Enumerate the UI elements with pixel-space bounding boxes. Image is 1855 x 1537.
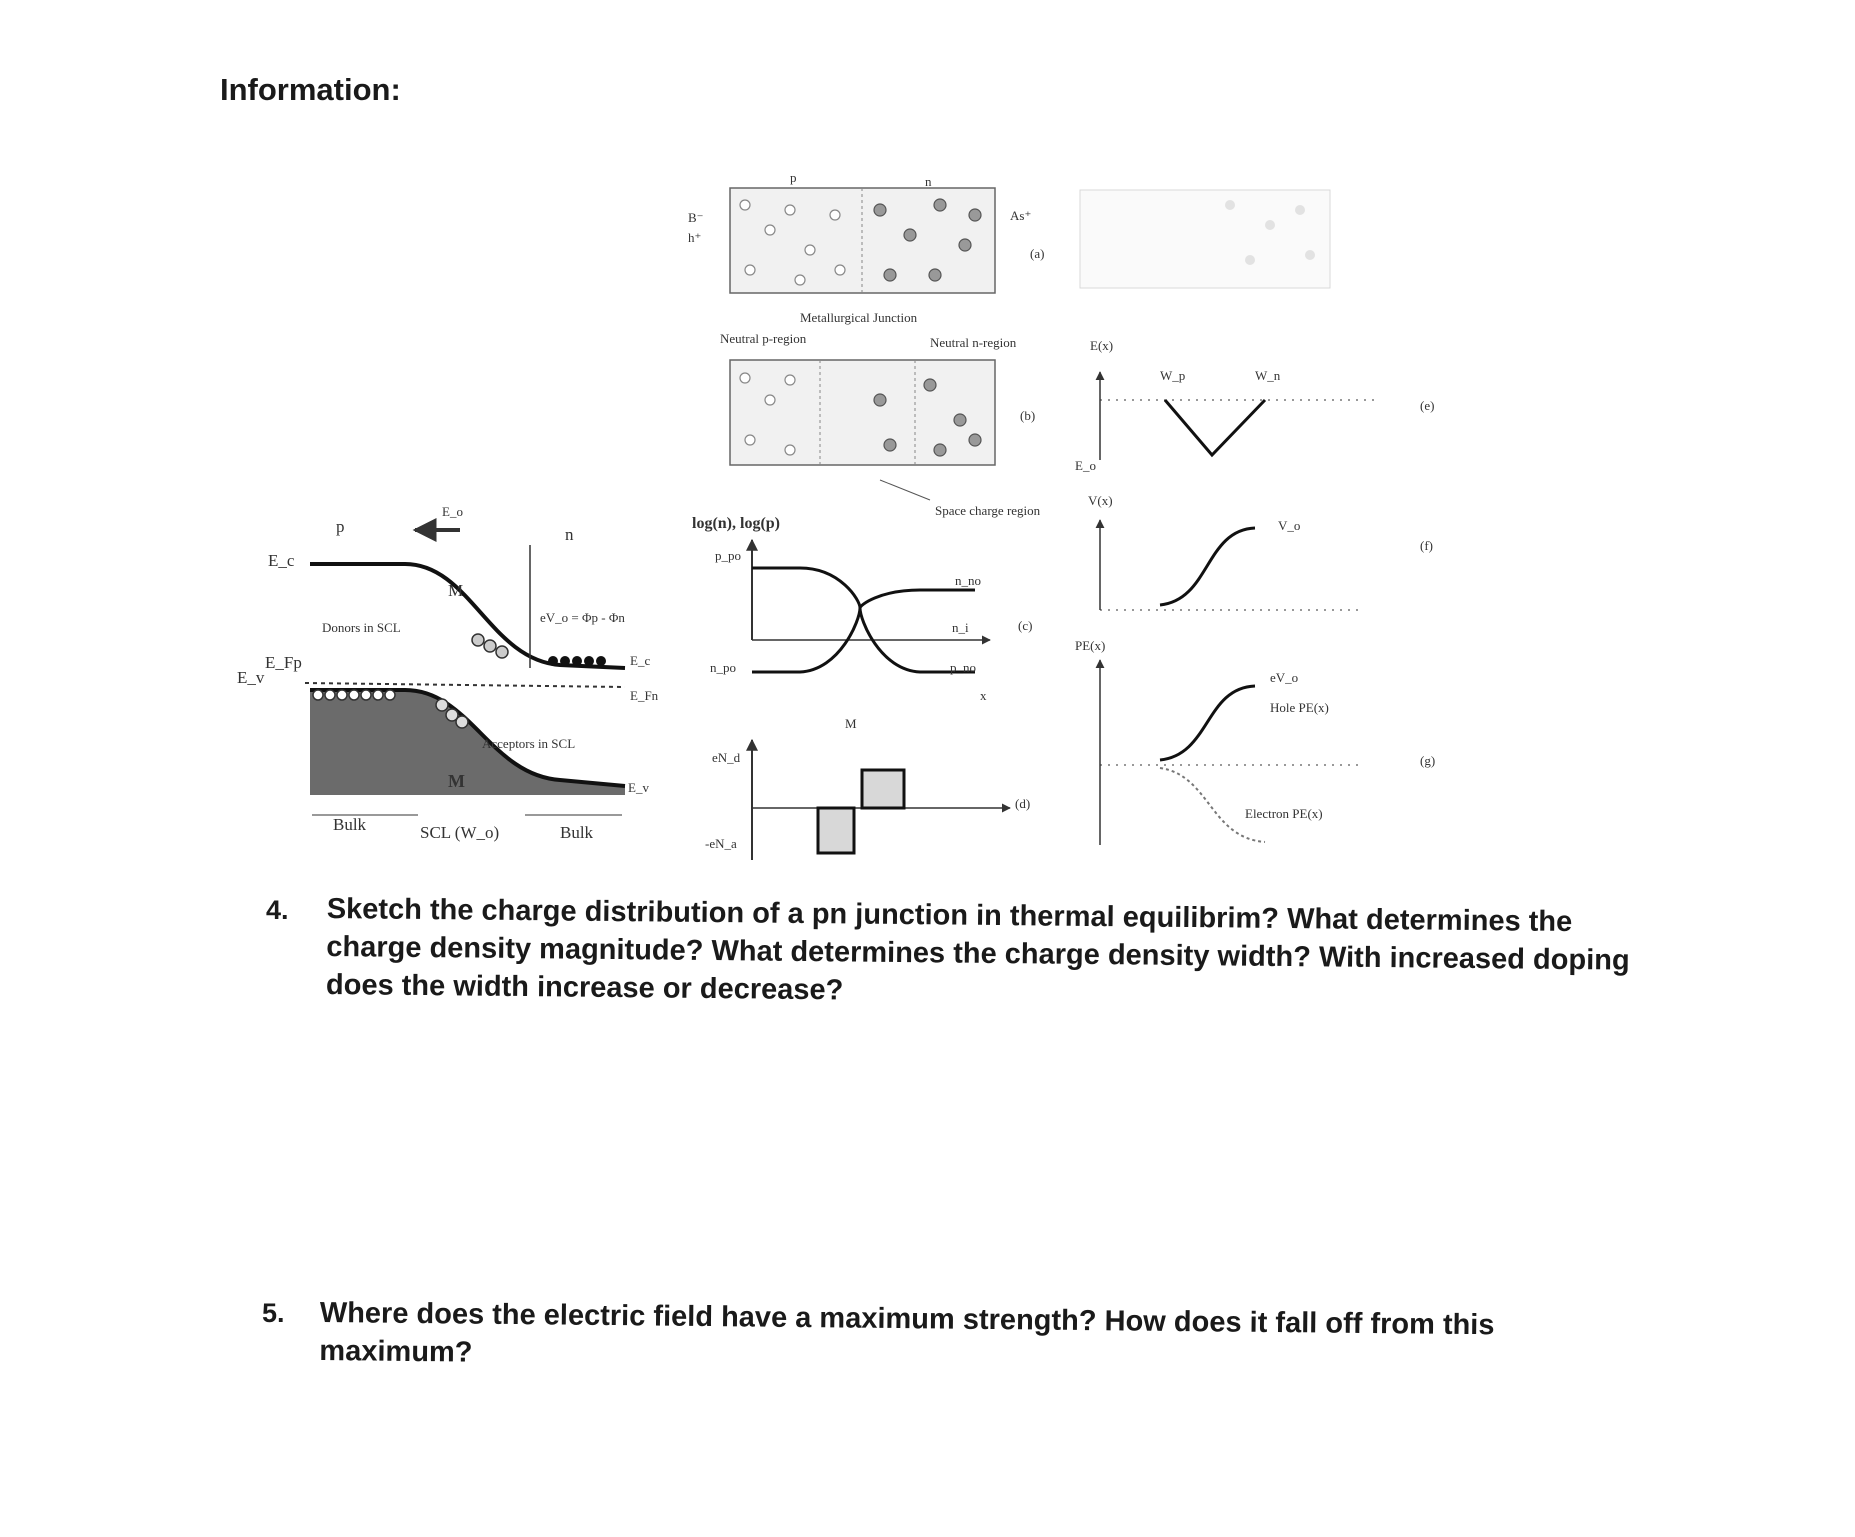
acceptors-label: Acceptors in SCL <box>482 736 576 751</box>
panel-e-tag: (e) <box>1420 398 1435 413</box>
electron-pe-curve <box>1160 768 1265 842</box>
ev-right-label: E_v <box>628 780 649 795</box>
neutral-p-label: Neutral p-region <box>720 331 807 346</box>
ev-left-label: E_v <box>237 668 265 687</box>
npo-label: n_po <box>710 660 736 675</box>
wn-label: W_n <box>1255 368 1281 383</box>
acceptor-charge-block <box>818 808 854 853</box>
ec-right-label: E_c <box>630 653 651 668</box>
question-4-line: does the width increase or decrease? <box>325 968 844 1007</box>
page-heading: Information: <box>220 72 401 107</box>
question-5-line: maximum? <box>319 1334 473 1369</box>
donor-charge-block <box>862 770 904 808</box>
as-plus-label: As⁺ <box>1010 208 1032 223</box>
question-5-number: 5. <box>262 1298 285 1328</box>
question-4-text <box>326 890 1630 1018</box>
valence-band-fill <box>310 690 625 795</box>
v0-label: V_o <box>1278 518 1301 533</box>
field-label: E_o <box>442 504 463 519</box>
panel-a-n-label: n <box>925 174 932 189</box>
n-region-label: n <box>565 525 574 544</box>
hole-concentration-curve <box>752 568 860 672</box>
ena-label: -eN_a <box>705 836 737 851</box>
bulk-right-label: Bulk <box>560 823 594 842</box>
e0-label: E_o <box>1075 458 1096 473</box>
space-charge-label: Space charge region <box>935 503 1041 518</box>
question-4-number: 4. <box>266 895 289 925</box>
pe-value-label: eV_o <box>1270 670 1299 685</box>
panel-b-box <box>730 360 995 465</box>
panel-a-tag: (a) <box>1030 246 1045 261</box>
ghost-lattice <box>1080 190 1330 288</box>
junction-m-label: M <box>845 716 857 731</box>
ppo-label: p_po <box>715 548 741 563</box>
nno-label: n_no <box>955 573 981 588</box>
hole-pe-label: Hole PE(x) <box>1270 700 1329 715</box>
question-5-text <box>319 1294 1494 1382</box>
question-4-line: Sketch the charge distribution of a pn junction in thermal equilibrim? What determines the <box>326 892 1573 939</box>
panel-c-tag: (c) <box>1018 618 1033 633</box>
log-axis-label: log(n), log(p) <box>692 515 780 532</box>
panel-b-tag: (b) <box>1020 408 1036 423</box>
m-label-bottom: M <box>448 771 465 791</box>
vx-axis-label: V(x) <box>1088 493 1113 508</box>
efp-left-label: E_Fp <box>265 653 302 672</box>
barrier-label: eV_o = Φp - Φn <box>540 610 625 625</box>
scl-label: SCL (W_o) <box>420 823 500 842</box>
p-region-label: p <box>336 517 345 536</box>
x-label: x <box>980 688 987 703</box>
panel-f-tag: (f) <box>1420 538 1433 553</box>
electron-pe-label: Electron PE(x) <box>1245 806 1323 821</box>
electric-field-curve <box>1165 400 1265 455</box>
pex-axis-label: PE(x) <box>1075 638 1106 653</box>
metallurgical-junction-label: Metallurgical Junction <box>800 310 918 325</box>
end-label: eN_d <box>712 750 741 765</box>
ec-left-label: E_c <box>268 551 295 570</box>
panel-g-tag: (g) <box>1420 753 1436 768</box>
question-4-line: charge density magnitude? What determines the charge density width? With increased doping <box>326 930 1630 977</box>
ni-label: n_i <box>952 620 969 635</box>
hole-label: h⁺ <box>688 230 702 245</box>
band-diagram <box>237 504 659 842</box>
question-5-line: Where does the electric field have a maximum strength? How does it fall off from this <box>319 1296 1495 1342</box>
pno-label: p_no <box>950 660 976 675</box>
neutral-n-label: Neutral n-region <box>930 335 1017 350</box>
ex-axis-label: E(x) <box>1090 338 1114 353</box>
m-label-top: M <box>448 581 464 600</box>
panel-d-tag: (d) <box>1015 796 1031 811</box>
potential-curve <box>1160 528 1255 605</box>
donors-label: Donors in SCL <box>322 620 401 635</box>
hole-pe-curve <box>1160 686 1255 760</box>
b-minus-label: B⁻ <box>688 210 704 225</box>
bulk-left-label: Bulk <box>333 815 367 834</box>
efn-right-label: E_Fn <box>630 688 659 703</box>
panel-a-p-label: p <box>790 170 797 185</box>
junction-panels <box>688 170 1435 860</box>
fermi-level <box>305 683 625 687</box>
panel-a-box <box>730 188 995 293</box>
wp-label: W_p <box>1160 368 1186 383</box>
